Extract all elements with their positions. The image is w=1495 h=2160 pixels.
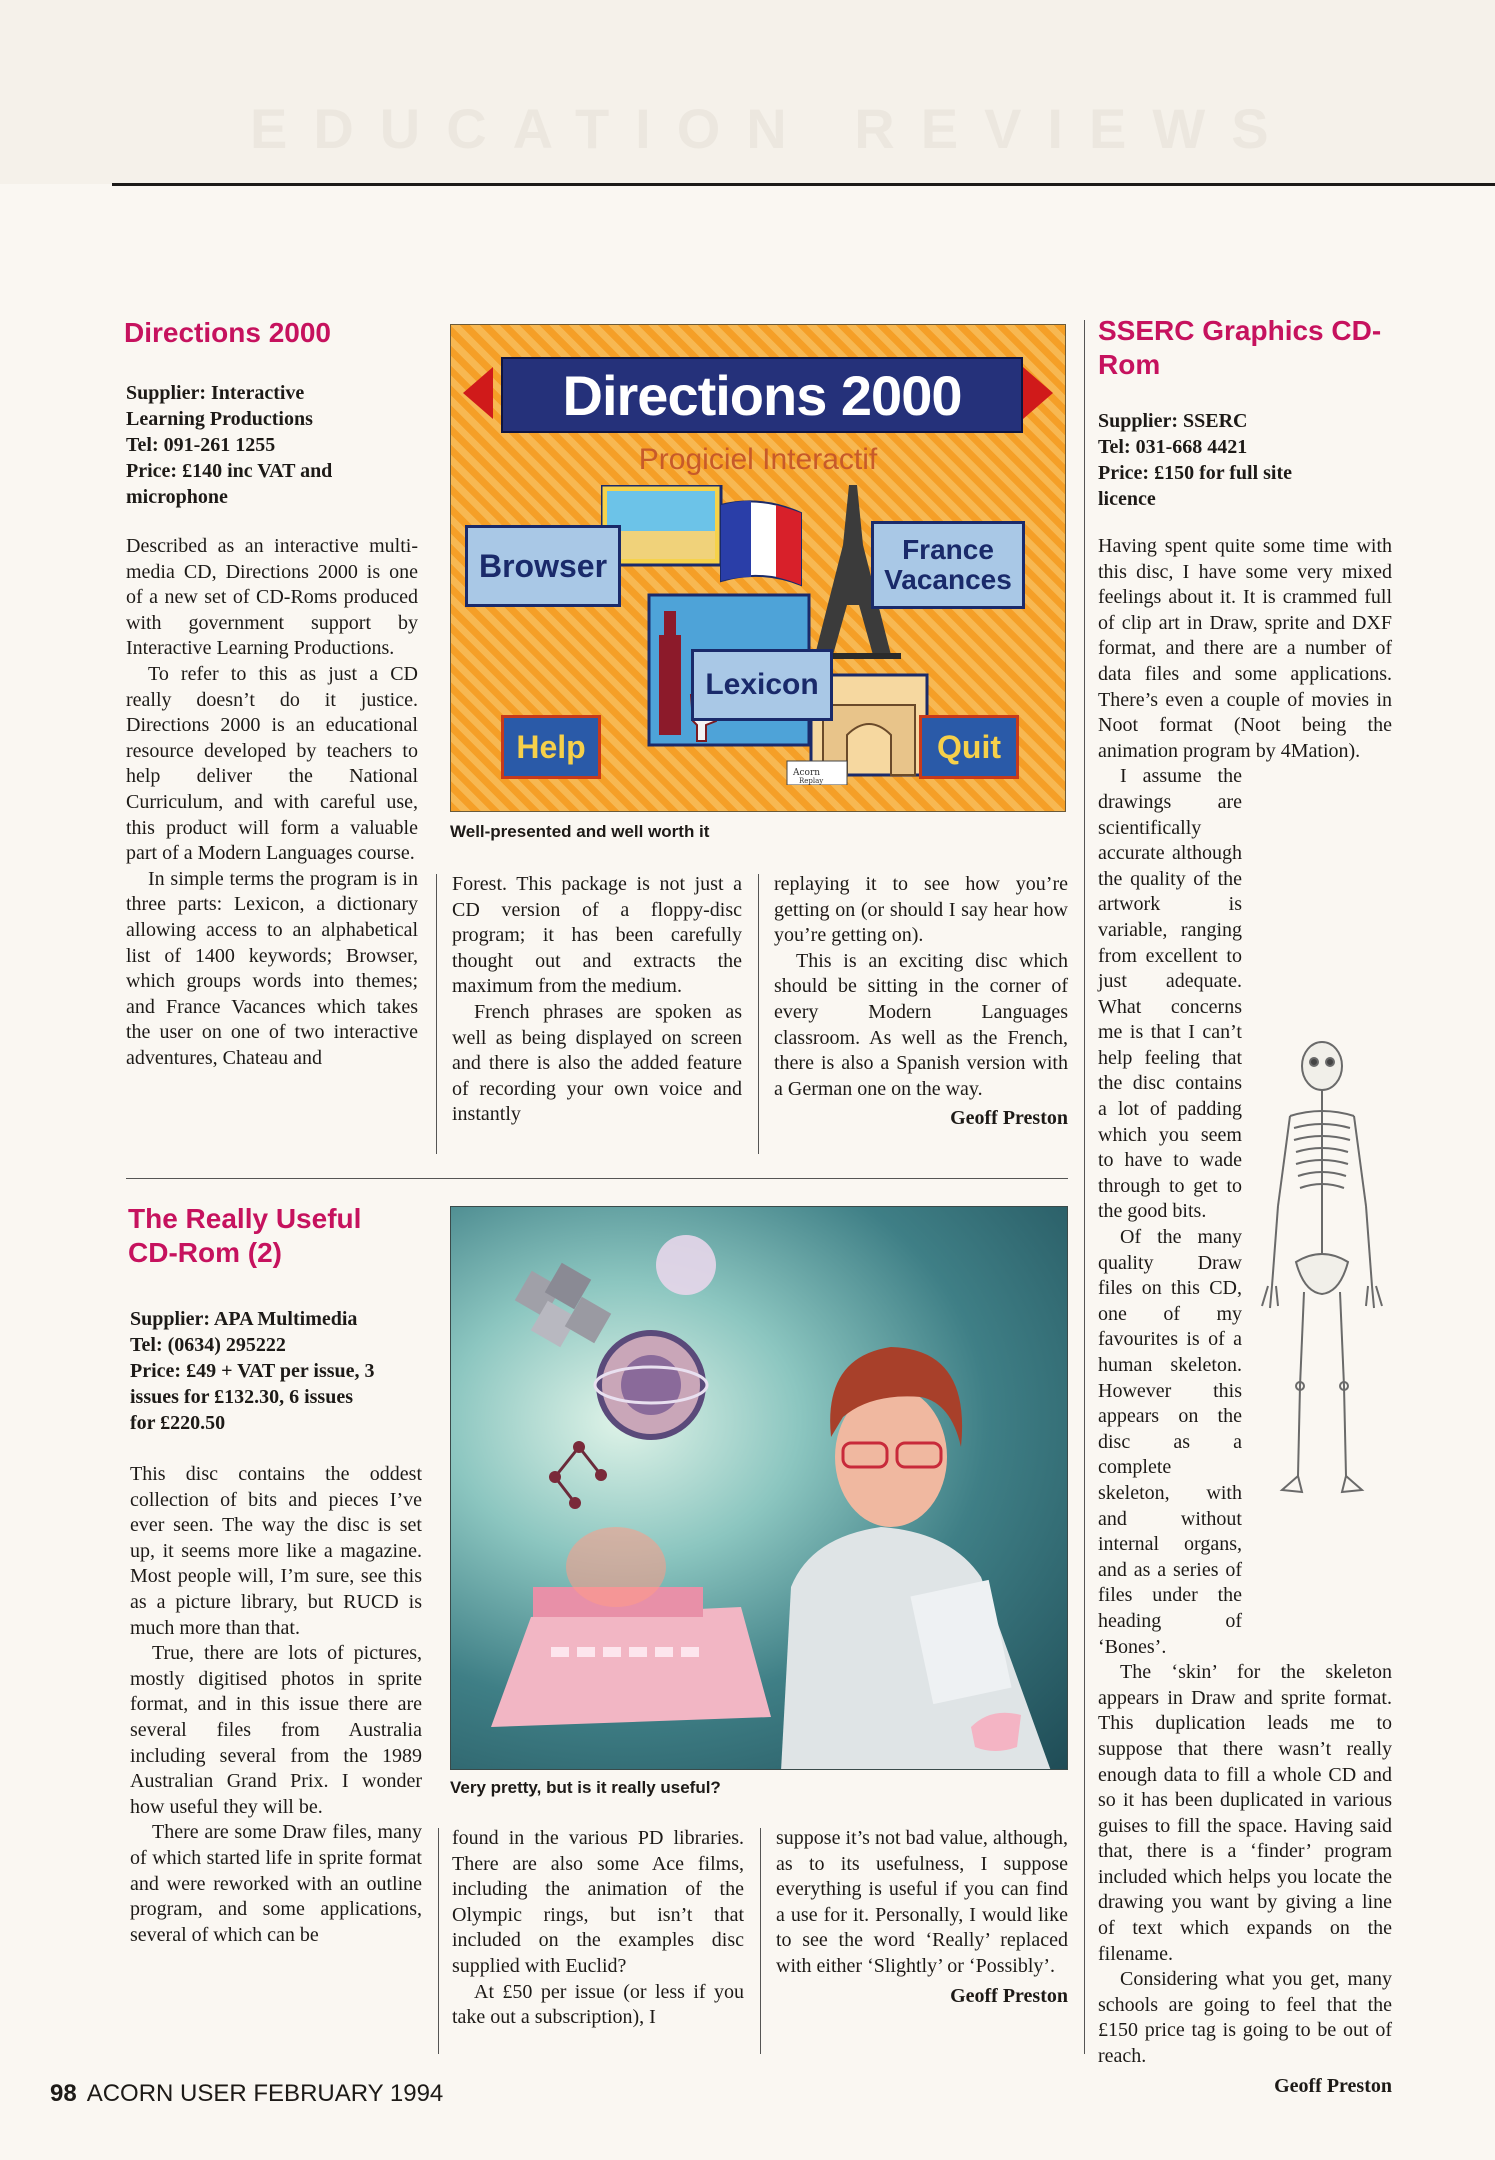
france-label: France bbox=[902, 534, 994, 565]
article2-caption: Very pretty, but is it really useful? bbox=[450, 1778, 721, 1797]
supplier-line: Tel: 031-668 4421 bbox=[1098, 436, 1248, 458]
body-paragraph: This is an exciting disc which should be sitting in the corner of every Modern Languages classroom. As well as the French, there is also a Spanish version with a German one on the way. bbox=[774, 949, 1068, 1100]
article2-column-2 bbox=[452, 1826, 744, 2031]
section-title: EDUCATION REVIEWS bbox=[250, 97, 1295, 160]
column-divider bbox=[1084, 320, 1085, 2054]
body-paragraph: found in the various PD libraries. There are also some Ace films, including the animation of the Olympic rings, but isn’t that included on the examples disc supplied with Euclid? bbox=[452, 1827, 744, 1977]
byline: Geoff Preston bbox=[1274, 2074, 1392, 2097]
lexicon-button bbox=[691, 649, 833, 721]
help-label: Help bbox=[516, 728, 586, 765]
quit-label: Quit bbox=[937, 728, 1001, 765]
supplier-line: Learning Productions bbox=[126, 408, 313, 430]
article1-caption: Well-presented and well worth it bbox=[450, 822, 710, 841]
article2-column-3 bbox=[776, 1826, 1068, 2009]
quit-button bbox=[919, 715, 1019, 779]
acorn-logo-text: Acorn bbox=[793, 768, 821, 778]
screenshot-subtitle: Progiciel Interactif bbox=[638, 443, 878, 476]
article2-headline: The Really Useful CD-Rom (2) bbox=[128, 1203, 362, 1268]
issue-label: ACORN USER FEBRUARY 1994 bbox=[86, 2080, 444, 2107]
supplier-line: for £220.50 bbox=[130, 1412, 226, 1434]
body-paragraph: True, there are lots of pictures, mostly digitised photos in sprite format, and in this issue there are several files from Australia including several from the 1989 Australian Grand Prix. I wonder how useful they will be. bbox=[130, 1642, 422, 1818]
column-divider bbox=[760, 1828, 761, 2054]
lexicon-label: Lexicon bbox=[705, 668, 819, 701]
article1-headline: Directions 2000 bbox=[124, 317, 331, 348]
article-divider bbox=[126, 1178, 1068, 1179]
supplier-line: licence bbox=[1098, 488, 1156, 510]
supplier-line: Price: £49 + VAT per issue, 3 bbox=[130, 1360, 375, 1382]
article3-column bbox=[1098, 534, 1392, 2099]
body-paragraph: Having spent quite some time with this disc, I have some very mixed feelings about it. It is crammed full of clip art in Draw, sprite and DXF format, and there are a number of data files and some applications. There’s even a couple of movies in Noot format (Noot being the animation program by 4Mation). bbox=[1098, 535, 1392, 762]
help-button bbox=[501, 715, 601, 779]
article3-supplier bbox=[1098, 408, 1398, 512]
article1-column-1 bbox=[126, 534, 418, 1071]
byline: Geoff Preston bbox=[950, 1984, 1068, 2007]
supplier-line: issues for £132.30, 6 issues bbox=[130, 1386, 353, 1408]
column-divider bbox=[436, 874, 437, 1154]
body-paragraph: French phrases are spoken as well as being displayed on screen and there is also the added feature of recording your own voice and instantly bbox=[452, 1000, 742, 1126]
article2-column-1 bbox=[130, 1462, 422, 1948]
article1-column-3 bbox=[774, 872, 1068, 1132]
body-paragraph: Described as an interactive multi-media CD, Directions 2000 is one of a new set of CD-Roms produced with government support by Interactive Learning Productions. bbox=[126, 535, 418, 660]
body-paragraph: In simple terms the program is in three parts: Lexicon, a dictionary allowing access to an alphabetical list of 1400 keywords; Browser, which groups words into themes; and France Vacances which takes the user on one of two interactive adventures, Chateau and bbox=[126, 867, 418, 1069]
page-number: 98 bbox=[50, 2080, 77, 2107]
page-footer bbox=[50, 2080, 443, 2108]
supplier-line: Supplier: Interactive bbox=[126, 382, 305, 404]
vacances-label: Vacances bbox=[884, 564, 1012, 595]
right-arrow-icon bbox=[1023, 367, 1053, 419]
supplier-line: Tel: 091-261 1255 bbox=[126, 434, 276, 456]
header-rule bbox=[112, 183, 1495, 186]
browser-label: Browser bbox=[478, 547, 608, 584]
body-paragraph: suppose it’s not bad value, although, as to its usefulness, I suppose everything is useful if you can find a use for it. Personally, I would like to see the word ‘Really’ replaced with either ‘Slightly’ or ‘Possibly’. bbox=[776, 1827, 1068, 1977]
column-divider bbox=[438, 1828, 439, 2054]
body-paragraph: I assume the drawings are scientifically accurate although the quality of the artwork is variable, ranging from excellent to just adequate. What concerns me is that I can’t help feeling that the disc contains a lot of padding which you seem to have to wade through to get to the good bits. bbox=[1098, 765, 1242, 1223]
browser-button bbox=[465, 525, 621, 607]
body-paragraph: The ‘skin’ for the skeleton appears in Draw and sprite format. This duplication leads me to suppose that there wasn’t really enough data to fill a whole CD and so it has been duplicated in various guises to fill the space. Having said that, there is a ‘finder’ program included which helps you locate the drawing you want by giving a line of text which expands on the filename. bbox=[1098, 1661, 1392, 1965]
molecule-icon bbox=[555, 1447, 601, 1503]
france-vacances-button bbox=[871, 521, 1025, 609]
body-paragraph: This disc contains the oddest collection of bits and pieces I’ve ever seen. The way the disc is set up, it seems more like a magazine. Most people will, I’m sure, see this as a picture library, but RUCD is much more than that. bbox=[130, 1463, 422, 1639]
cube-cluster-icon bbox=[515, 1263, 611, 1347]
byline: Geoff Preston bbox=[950, 1107, 1068, 1130]
directions-2000-screenshot bbox=[450, 324, 1066, 812]
supplier-line: Tel: (0634) 295222 bbox=[130, 1334, 286, 1356]
article1-column-2 bbox=[452, 872, 742, 1128]
body-paragraph: Of the many quality Draw files on this CD, one of my favourites is of a human skeleton. However this appears on the disc as a complete skeleton, with and without internal organs, and as a series of files under the heading of ‘Bones’. bbox=[1098, 1226, 1242, 1658]
supplier-line: Price: £140 inc VAT and bbox=[126, 460, 333, 482]
body-paragraph: To refer to this as just a CD really doesn’t do it justice. Directions 2000 is an educational resource developed by teachers to help deliver the National Curriculum, and with careful use, this product will form a valuable part of a Modern Languages course. bbox=[126, 662, 418, 865]
screenshot-title: Directions 2000 bbox=[501, 357, 1023, 433]
left-arrow-icon bbox=[463, 367, 493, 419]
photo-illustration-icon bbox=[451, 1207, 1068, 1770]
article1-supplier bbox=[126, 380, 426, 510]
body-paragraph: Forest. This package is not just a CD version of a floppy-disc program; it has been carefully thought out and extracts the maximum from the medium. bbox=[452, 873, 742, 998]
typewriter-icon bbox=[491, 1607, 771, 1727]
supplier-line: Supplier: SSERC bbox=[1098, 410, 1248, 432]
replay-logo-text: Replay bbox=[799, 777, 824, 785]
article2-supplier bbox=[130, 1306, 430, 1436]
supplier-line: Supplier: APA Multimedia bbox=[130, 1308, 358, 1330]
supplier-line: microphone bbox=[126, 486, 228, 508]
article3-headline: SSERC Graphics CD-Rom bbox=[1098, 315, 1382, 380]
supplier-line: Price: £150 for full site bbox=[1098, 462, 1293, 484]
column-divider bbox=[758, 874, 759, 1154]
body-paragraph: There are some Draw files, many of which started life in sprite format and were reworked with an outline program, and some applications, several of which can be bbox=[130, 1821, 422, 1946]
body-paragraph: replaying it to see how you’re getting on (or should I say hear how you’re getting on). bbox=[774, 873, 1068, 947]
sphere-icon bbox=[656, 1235, 716, 1295]
body-paragraph: Considering what you get, many schools are going to feel that the £150 price tag is going to be out of reach. bbox=[1098, 1968, 1392, 2068]
body-paragraph: At £50 per issue (or less if you take out a subscription), I bbox=[452, 1980, 744, 2029]
woman-with-computer-photo bbox=[450, 1206, 1068, 1770]
